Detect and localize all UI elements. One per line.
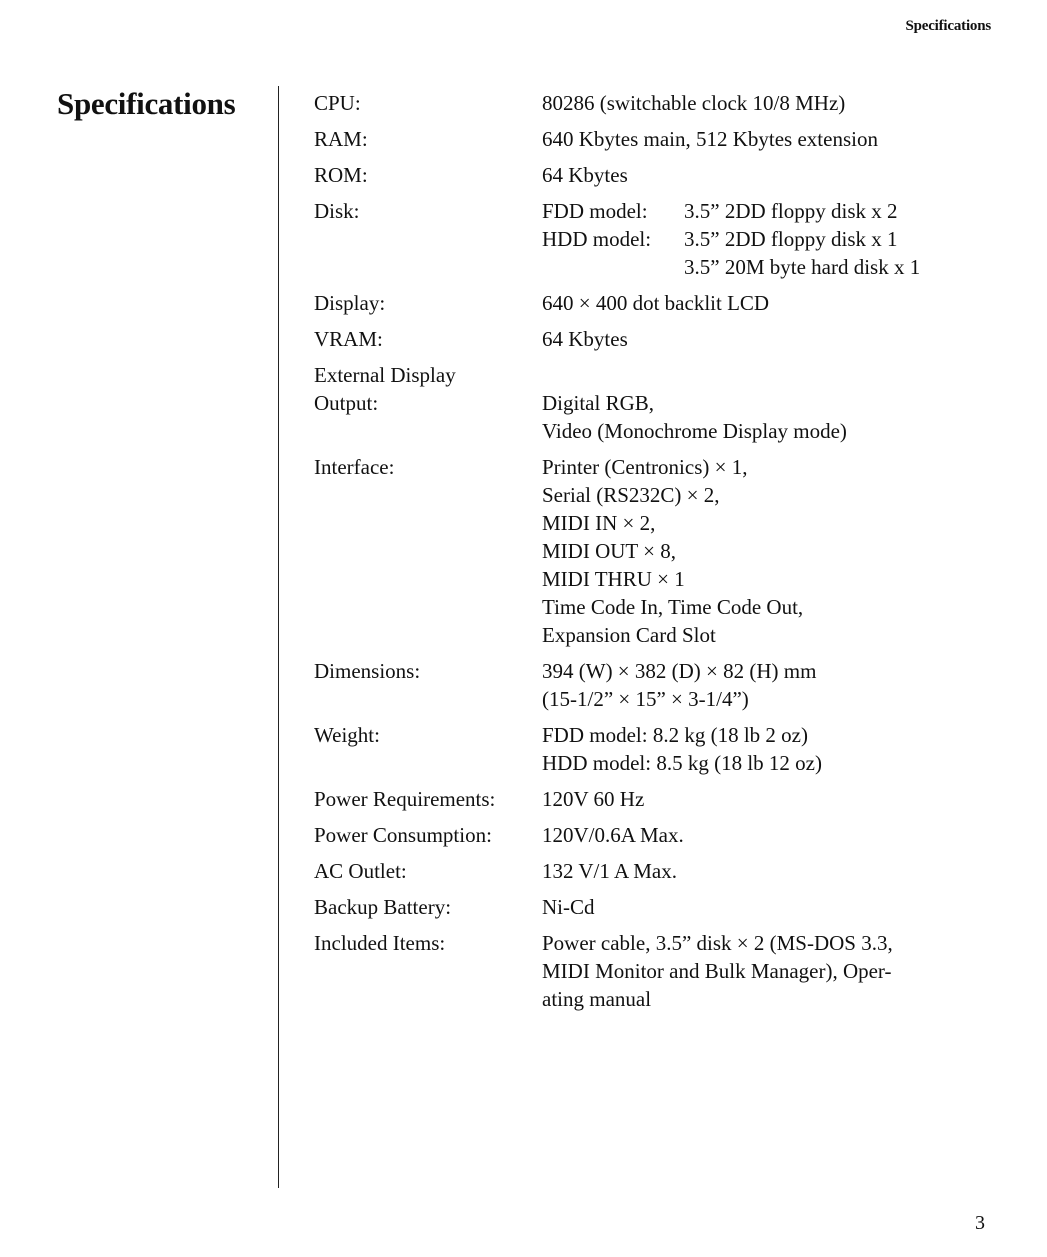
- spec-row-disk: [314, 197, 1004, 281]
- spec-label: CPU:: [314, 91, 361, 115]
- spec-value: 120V/0.6A Max.: [542, 823, 684, 847]
- interface-item: Time Code In, Time Code Out,: [542, 595, 804, 619]
- section-title: Specifications: [57, 86, 236, 121]
- spec-label: Included Items:: [314, 931, 446, 955]
- disk-hdd-value-2: 3.5” 20M byte hard disk x 1: [684, 255, 921, 279]
- spec-value: 64 Kbytes: [542, 163, 628, 187]
- spec-label: VRAM:: [314, 327, 383, 351]
- spec-row-interface: [314, 453, 1004, 649]
- disk-spacer: [542, 253, 684, 281]
- specifications-list: [314, 89, 1004, 1021]
- spec-label: Interface:: [314, 455, 395, 479]
- running-head: Specifications: [905, 18, 991, 34]
- spec-label: ROM:: [314, 163, 368, 187]
- spec-row-backup-battery: [314, 893, 1004, 921]
- spec-row-cpu: [314, 89, 1004, 117]
- spec-row-display: [314, 289, 1004, 317]
- spec-row-included-items: [314, 929, 1004, 1013]
- spec-label: [314, 361, 542, 445]
- spec-value: [542, 361, 1004, 445]
- spec-value: [542, 453, 1004, 649]
- spec-value-line: Power cable, 3.5” disk × 2 (MS-DOS 3.3,: [542, 931, 893, 955]
- interface-item: Expansion Card Slot: [542, 623, 716, 647]
- spec-label: AC Outlet:: [314, 859, 407, 883]
- spec-value-line: HDD model: 8.5 kg (18 lb 12 oz): [542, 751, 822, 775]
- spec-row-weight: [314, 721, 1004, 777]
- spec-row-dimensions: [314, 657, 1004, 713]
- spec-value: [542, 197, 1004, 281]
- spec-value: 132 V/1 A Max.: [542, 859, 677, 883]
- spec-label: Display:: [314, 291, 386, 315]
- spec-value: 640 × 400 dot backlit LCD: [542, 291, 770, 315]
- spec-label: Backup Battery:: [314, 895, 452, 919]
- spec-value: 80286 (switchable clock 10/8 MHz): [542, 91, 846, 115]
- spec-value: [542, 929, 1004, 1013]
- spec-value-line: FDD model: 8.2 kg (18 lb 2 oz): [542, 723, 808, 747]
- spec-value: [542, 721, 1004, 777]
- spec-value: [542, 657, 1004, 713]
- spec-row-ram: [314, 125, 1004, 153]
- spec-value-line: 394 (W) × 382 (D) × 82 (H) mm: [542, 659, 817, 683]
- disk-hdd-value-1: 3.5” 2DD floppy disk x 1: [684, 227, 898, 251]
- interface-item: MIDI OUT × 8,: [542, 539, 676, 563]
- disk-fdd-model: FDD model:: [542, 199, 648, 223]
- disk-fdd-value: 3.5” 2DD floppy disk x 2: [684, 199, 898, 223]
- spec-label: Weight:: [314, 723, 380, 747]
- spec-value: 120V 60 Hz: [542, 787, 645, 811]
- interface-item: MIDI IN × 2,: [542, 511, 656, 535]
- interface-item: Printer (Centronics) × 1,: [542, 455, 748, 479]
- spec-row-rom: [314, 161, 1004, 189]
- disk-hdd-model: HDD model:: [542, 227, 652, 251]
- spec-value: Ni-Cd: [542, 895, 595, 919]
- spec-label-line: Output:: [314, 391, 379, 415]
- spec-value-line: ating manual: [542, 987, 652, 1011]
- spec-value: 640 Kbytes main, 512 Kbytes extension: [542, 127, 878, 151]
- spec-row-ac-outlet: [314, 857, 1004, 885]
- spec-value-line: MIDI Monitor and Bulk Manager), Oper-: [542, 959, 892, 983]
- spec-value-line: (15-1/2” × 15” × 3-1/4”): [542, 687, 749, 711]
- spec-value-line: Digital RGB,: [542, 391, 655, 415]
- spec-value: 64 Kbytes: [542, 327, 628, 351]
- spec-label: Power Consumption:: [314, 823, 492, 847]
- spec-label: Dimensions:: [314, 659, 421, 683]
- page-number: 3: [975, 1212, 985, 1234]
- spec-label: RAM:: [314, 127, 368, 151]
- interface-item: MIDI THRU × 1: [542, 567, 685, 591]
- spec-row-power-requirements: [314, 785, 1004, 813]
- interface-item: Serial (RS232C) × 2,: [542, 483, 720, 507]
- spec-label: Disk:: [314, 199, 360, 223]
- vertical-rule: [278, 86, 279, 1188]
- spec-row-external-display: [314, 361, 1004, 445]
- spec-value-line: Video (Monochrome Display mode): [542, 419, 847, 443]
- spec-label-line: External Display: [314, 363, 456, 387]
- spec-row-vram: [314, 325, 1004, 353]
- spec-row-power-consumption: [314, 821, 1004, 849]
- spec-label: Power Requirements:: [314, 787, 496, 811]
